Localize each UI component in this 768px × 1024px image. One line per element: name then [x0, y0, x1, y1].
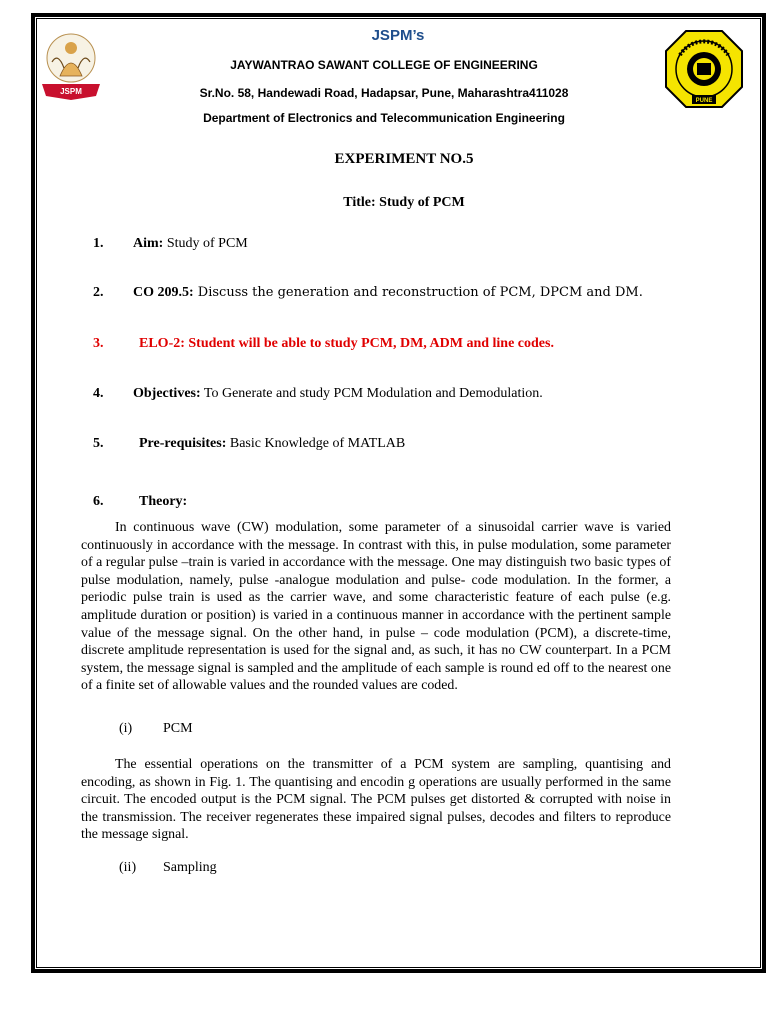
right-logo-text: PUNE [695, 98, 713, 104]
college-name: JAYWANTRAO SAWANT COLLEGE OF ENGINEERING [230, 58, 538, 72]
experiment-title: Title: Study of PCM [343, 195, 465, 210]
item-label: Theory: [139, 494, 188, 509]
item-label: ELO-2: Student will be able to study PCM, DM, ADM and line codes. [139, 336, 554, 351]
item-aim [93, 236, 248, 252]
theory-paragraph [81, 519, 671, 695]
item-label: Aim: [133, 236, 164, 251]
subsection-pcm-label: PCM [163, 721, 193, 736]
item-text: Basic Knowledge of MATLAB [226, 436, 406, 451]
item-number: 4. [93, 386, 104, 401]
item-text: Discuss the generation and reconstruction of PCM, DPCM and DM. [193, 285, 643, 300]
item-label: Pre-requisites: [139, 436, 227, 451]
subsection-sampling-label: Sampling [163, 860, 217, 875]
experiment-number: EXPERIMENT NO.5 [334, 151, 474, 167]
subsection-pcm-number: (i) [119, 721, 133, 736]
department-name: Department of Electronics and Telecommunication Engineering [203, 111, 565, 125]
subsection-sampling-number: (ii) [119, 860, 137, 875]
institution-brand: JSPM’s [371, 27, 425, 44]
item-course-outcome [93, 285, 643, 301]
item-theory [93, 494, 187, 510]
college-address: Sr.No. 58, Handewadi Road, Hadapsar, Pune, Maharashtra411028 [199, 86, 569, 100]
item-objectives [93, 386, 543, 402]
item-number: 2. [93, 285, 104, 300]
item-number: 6. [93, 494, 104, 509]
theory-text: In continuous wave (CW) modulation, some parameter of a sinusoidal carrier wave is varied continuously in accordance with the message. In contrast with this, in pulse modulation, some parameter of a regular pulse –train is varied in accordance with the message. One may distinguish two basic types of pulse modulation, namely, pulse -analogue modulation and pulse- code modulation. In the former, a periodic pulse train is used as the carrier wave, and some characteristic feature of each pulse (e.g. amplitude duration or position) is varied in a continuous manner in accordance with the pertinent sample value of the message signal. On the other hand, in pulse – code modulation (PCM), a discrete-time, discrete amplitude representation is used for the signal and, as such, it has no CW counterpart. In a PCM system, the message signal is sampled and the amplitude of each sample is round ed off to the nearest one of a finite set of allowable values and the rounded values are coded. [81, 520, 671, 694]
item-number: 1. [93, 236, 104, 251]
pcm-paragraph [81, 756, 671, 844]
item-text: Study of PCM [163, 236, 248, 251]
left-logo-text: JSPM [60, 87, 82, 96]
item-label: Objectives: [133, 386, 201, 401]
item-prerequisites [93, 436, 405, 452]
item-text: To Generate and study PCM Modulation and Demodulation. [200, 386, 543, 401]
item-number: 3. [93, 336, 104, 351]
item-label: CO 209.5: [133, 285, 194, 300]
item-number: 5. [93, 436, 104, 451]
item-elo [93, 336, 554, 352]
pcm-text: The essential operations on the transmitter of a PCM system are sampling, quantising and encoding, as shown in Fig. 1. The quantising and encodin g operations are usually performed in the same circuit. The encoded output is the PCM signal. The PCM pulses get distorted & corrupted with noise in the transmission. The receiver regenerates these impaired signal pulses, decodes and filters to reproduce the message signal. [81, 757, 671, 843]
